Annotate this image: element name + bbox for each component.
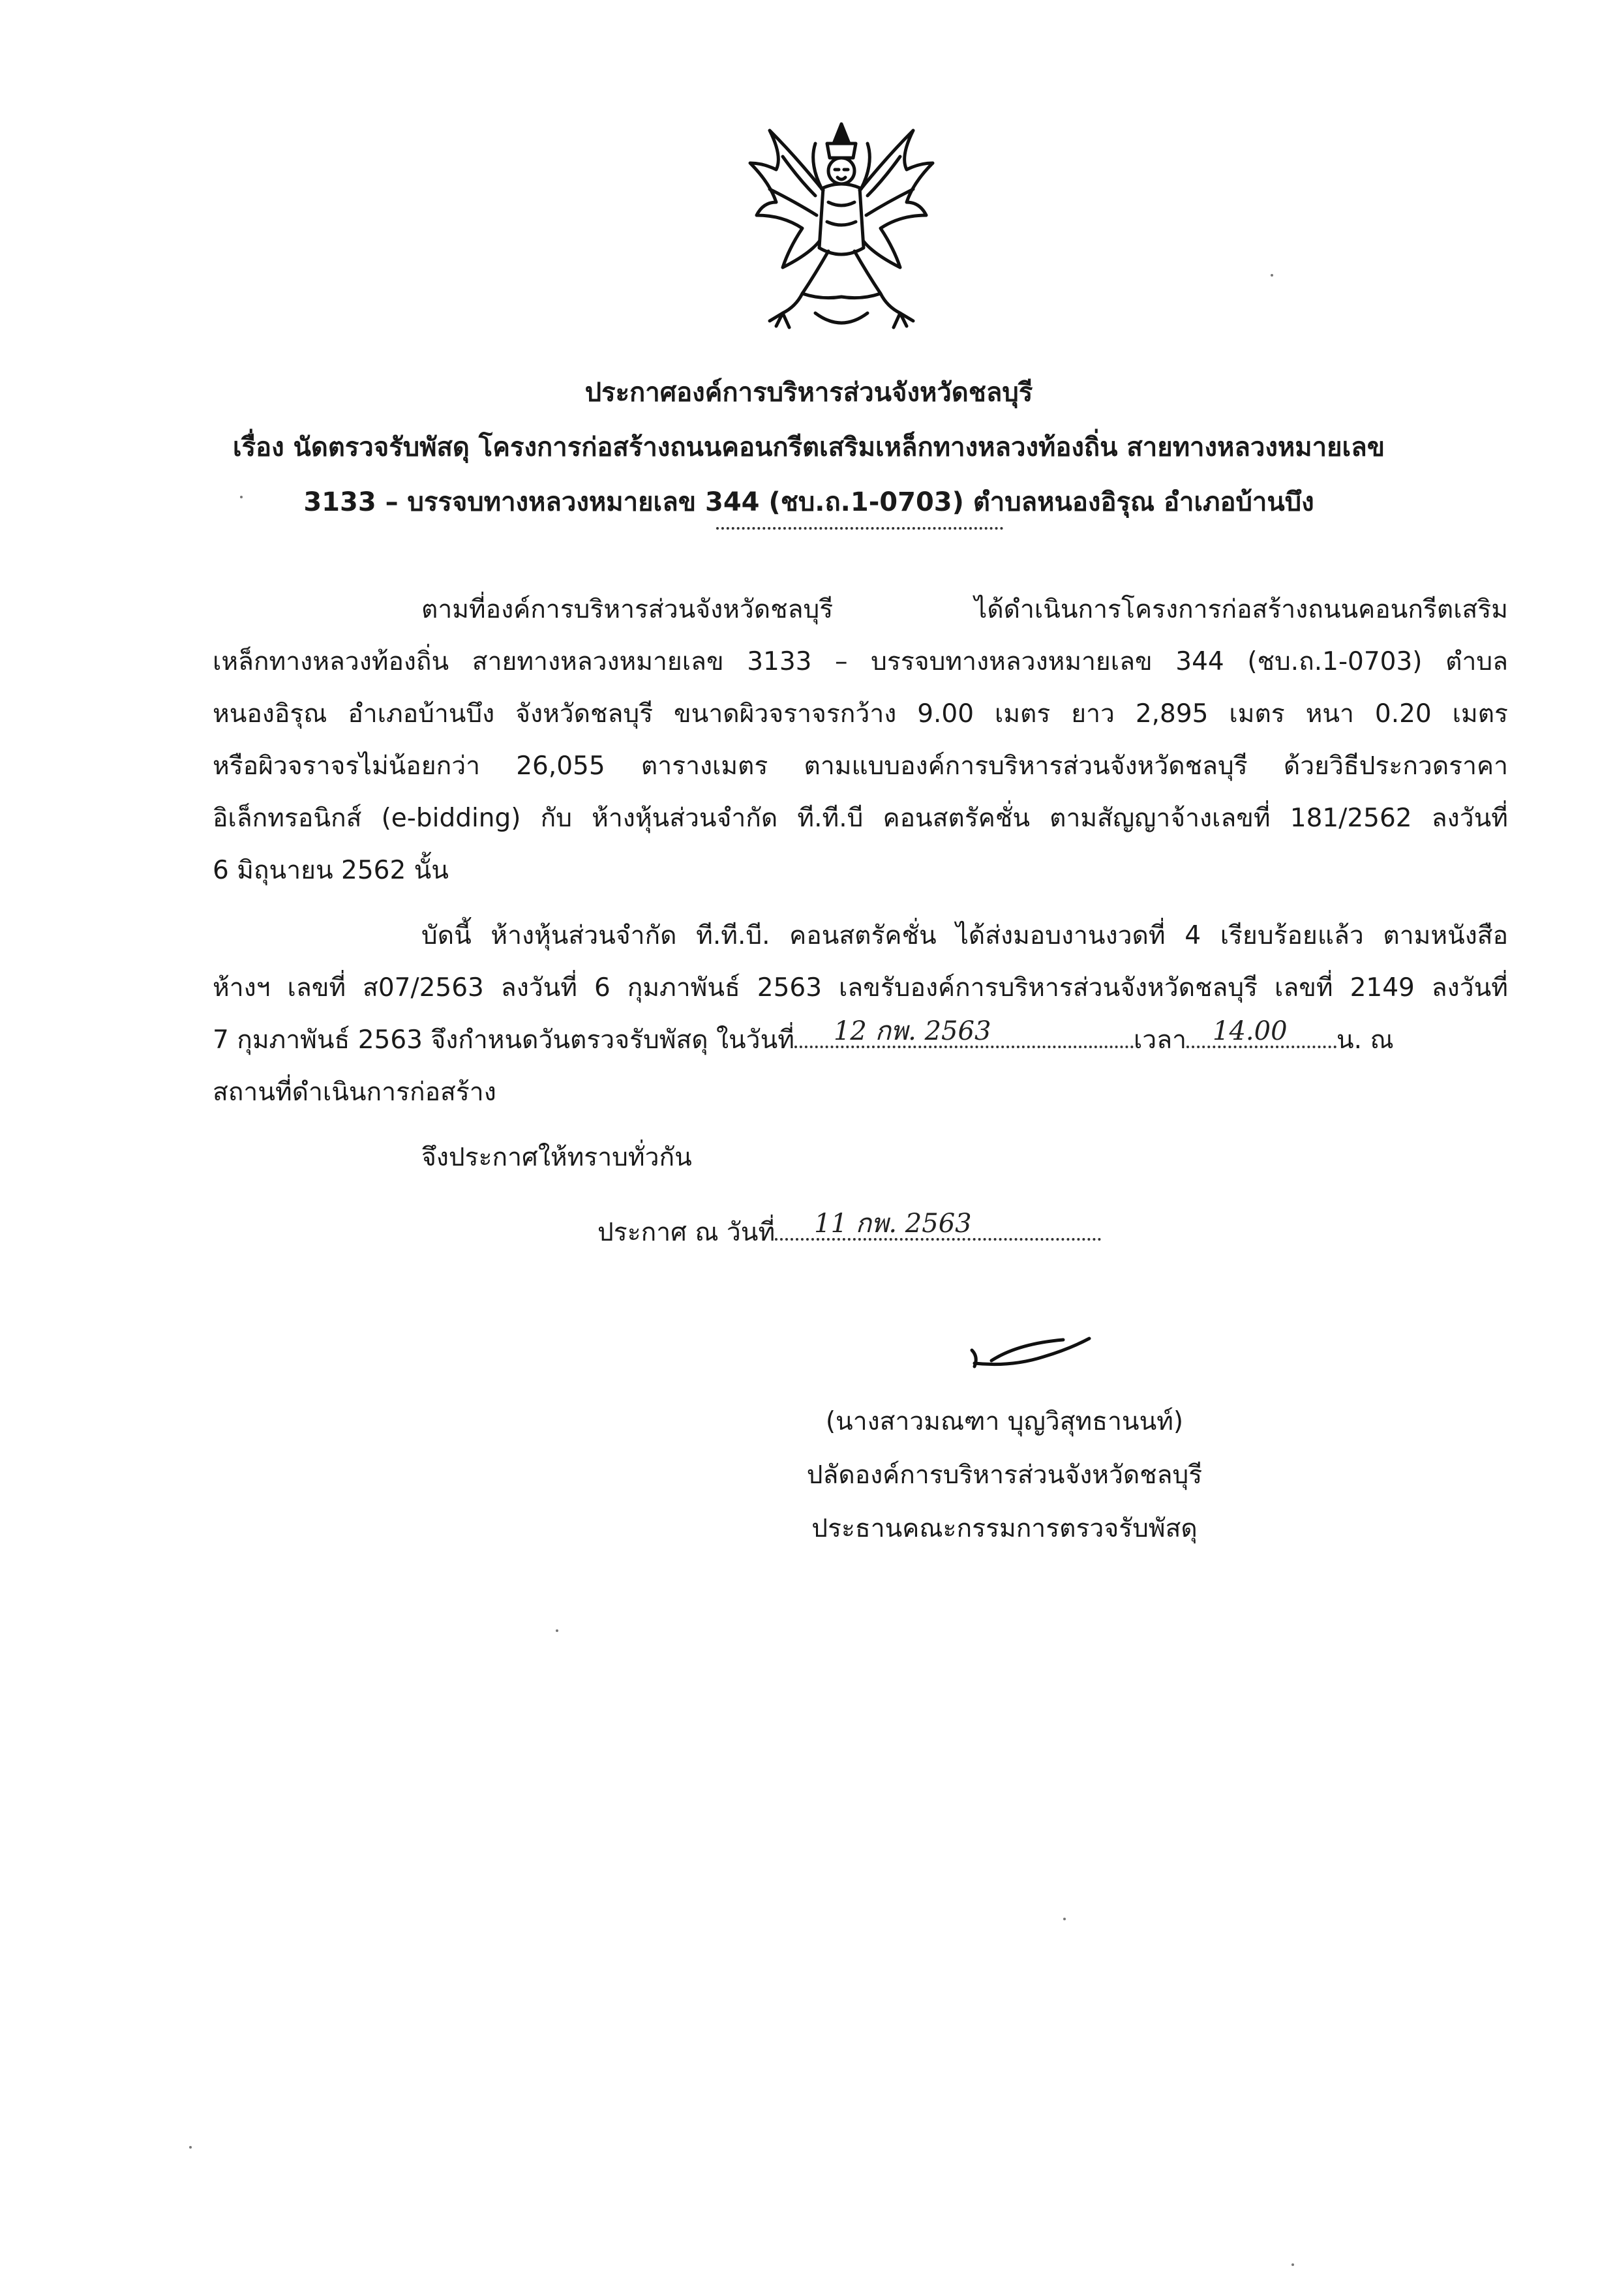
subject-line-2: 3133 – บรรจบทางหลวงหมายเลข 344 (ชบ.ถ.1-0703) ตำบลหนองอิรุณ อำเภอบ้านบึง xyxy=(303,487,1314,517)
scan-speck xyxy=(1291,2263,1294,2266)
inspection-time-field xyxy=(1186,1016,1336,1048)
scan-speck xyxy=(189,2146,192,2149)
paragraph2-line2: ห้างฯ เลขที่ ส07/2563 ลงวันที่ 6 กุมภาพันธ์ 2563 เลขรับองค์การบริหารส่วนจังหวัดชลบุรี เลขที่ 2149 ลงวันที่ xyxy=(213,973,1508,1003)
paragraph1-line4: หรือผิวจราจรไม่น้อยกว่า 26,055 ตารางเมตร ตามแบบองค์การบริหารส่วนจังหวัดชลบุรี ด้วยวิธีประกวดราคา xyxy=(213,751,1508,781)
scan-speck xyxy=(1063,1918,1066,1920)
announcement-date-field xyxy=(775,1209,1101,1241)
scan-speck xyxy=(240,496,243,498)
scan-speck xyxy=(1271,274,1273,277)
garuda-emblem-icon xyxy=(744,117,939,333)
signatory-role: ประธานคณะกรรมการตรวจรับพัสดุ xyxy=(811,1514,1198,1543)
heading-divider xyxy=(716,527,1003,530)
time-label: เวลา xyxy=(1133,1025,1186,1055)
signatory-position: ปลัดองค์การบริหารส่วนจังหวัดชลบุรี xyxy=(806,1460,1203,1490)
signatory-name: (นางสาวมณฑา บุญวิสุทธานนท์) xyxy=(825,1407,1184,1436)
paragraph1-line1: ตามที่องค์การบริหารส่วนจังหวัดชลบุรี ได้ดำเนินการโครงการก่อสร้างถนนคอนกรีตเสริม xyxy=(421,595,1508,624)
paragraph2-line1: บัดนี้ ห้างหุ้นส่วนจำกัด ที.ที.บี. คอนสตรัคชั่น ได้ส่งมอบงานงวดที่ 4 เรียบร้อยแล้ว ตามหนังสือ xyxy=(421,921,1508,950)
announcement-date-handwritten: 11 กพ. 2563 xyxy=(814,1209,972,1239)
subject-line-1: เรื่อง นัดตรวจรับพัสดุ โครงการก่อสร้างถนนคอนกรีตเสริมเหล็กทางหลวงท้องถิ่น สายทางหลวงหมายเลข xyxy=(232,432,1385,462)
paragraph2-line3 xyxy=(213,1016,1508,1060)
inspection-date-handwritten: 12 กพ. 2563 xyxy=(833,1016,991,1046)
announcement-title: ประกาศองค์การบริหารส่วนจังหวัดชลบุรี xyxy=(584,378,1033,408)
inspection-date-label: 7 กุมภาพันธ์ 2563 จึงกำหนดวันตรวจรับพัสดุ ในวันที่ xyxy=(213,1025,794,1055)
handwritten-signature xyxy=(965,1331,1096,1376)
paragraph1-line6: 6 มิถุนายน 2562 นั้น xyxy=(213,856,449,885)
announcement-date-label: ประกาศ ณ วันที่ xyxy=(597,1218,776,1247)
time-suffix: น. ณ xyxy=(1336,1025,1394,1055)
paragraph1-line5: อิเล็กทรอนิกส์ (e-bidding) กับ ห้างหุ้นส่วนจำกัด ที.ที.บี คอนสตรัคชั่น ตามสัญญาจ้างเลขที่ 181/2562 ลงวันที่ xyxy=(213,804,1508,833)
paragraph1-line3: หนองอิรุณ อำเภอบ้านบึง จังหวัดชลบุรี ขนาดผิวจราจรกว้าง 9.00 เมตร ยาว 2,895 เมตร หนา 0.20 เมตร xyxy=(213,699,1508,729)
inspection-date-field xyxy=(794,1016,1134,1048)
paragraph1-line2: เหล็กทางหลวงท้องถิ่น สายทางหลวงหมายเลข 3133 – บรรจบทางหลวงหมายเลข 344 (ชบ.ถ.1-0703) ตำบล xyxy=(213,647,1508,676)
paragraph2-line4: สถานที่ดำเนินการก่อสร้าง xyxy=(213,1078,496,1107)
announcement-date-line xyxy=(597,1209,1101,1252)
inspection-time-handwritten: 14.00 xyxy=(1213,1016,1288,1046)
scan-speck xyxy=(556,1629,558,1632)
closing-statement: จึงประกาศให้ทราบทั่วกัน xyxy=(421,1143,692,1172)
